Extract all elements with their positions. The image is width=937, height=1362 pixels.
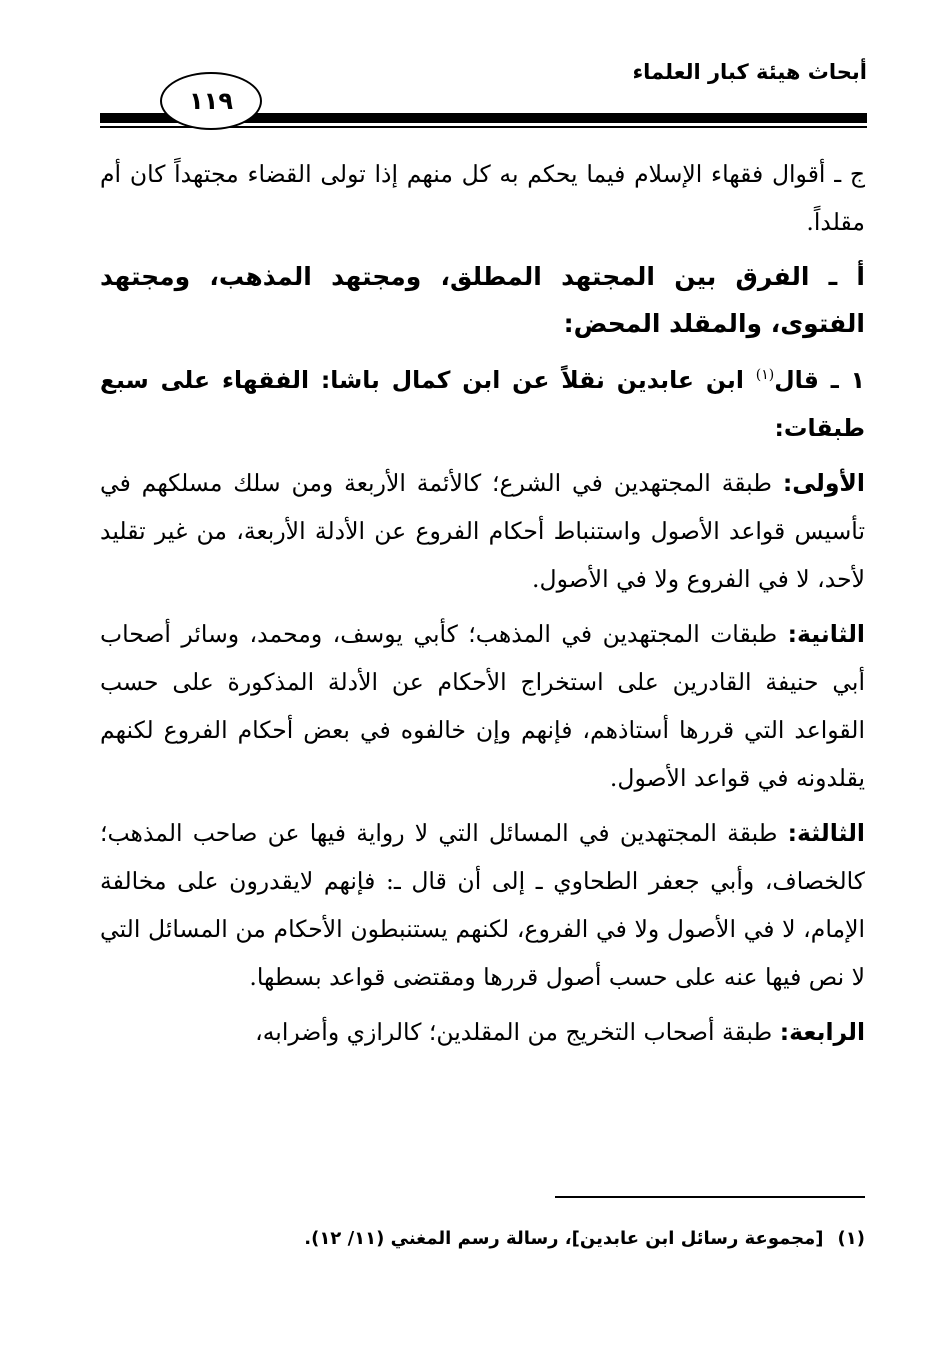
footnote-separator <box>555 1196 865 1198</box>
third-class-label: الثالثة: <box>787 819 865 847</box>
first-class-paragraph <box>100 459 865 603</box>
running-header-title: أبحاث هيئة كبار العلماء <box>632 60 867 84</box>
third-class-paragraph <box>100 809 865 1001</box>
second-class-paragraph <box>100 610 865 802</box>
third-class-text: طبقة المجتهدين في المسائل التي لا رواية فيها عن صاحب المذهب؛ كالخصاف، وأبي جعفر الطحاوي ـ إلى أن قال ـ: فإنهم لايقدرون على مخالفة الإمام، لا في الأصول ولا في الفروع، لكنهم يستنبطون الأحكام من المسائل التي لا نص فيها عنه على حسب أصول قررها ومقتضى قواعد بسطها. <box>100 819 865 991</box>
quote-lead: ١ ـ قال <box>774 366 865 394</box>
fourth-class-label: الرابعة: <box>779 1018 865 1046</box>
footnote-number: (١) <box>837 1228 865 1249</box>
section-heading: أ ـ الفرق بين المجتهد المطلق، ومجتهد المذهب، ومجتهد الفتوى، والمقلد المحض: <box>100 262 865 338</box>
footnote <box>100 1228 865 1249</box>
second-class-text: طبقات المجتهدين في المذهب؛ كأبي يوسف، ومحمد، وسائر أصحاب أبي حنيفة القادرين على استخراج الأحكام عن الأدلة المذكورة على حسب القواعد التي قررها أستاذهم، فإنهم وإن خالفوه في بعض أحكام الفروع لكنهم يقلدونه في قواعد الأصول. <box>100 620 865 792</box>
footnote-marker: (١) <box>755 367 775 384</box>
page-body <box>100 150 865 1063</box>
fourth-class-text: طبقة أصحاب التخريج من المقلدين؛ كالرازي وأضرابه، <box>255 1018 780 1046</box>
first-class-text: طبقة المجتهدين في الشرع؛ كالأئمة الأربعة ومن سلك مسلكهم في تأسيس قواعد الأصول واستنباط أحكام الفروع عن الأدلة الأربعة، من غير تقليد لأحد، لا في الفروع ولا في الأصول. <box>100 469 865 593</box>
fourth-class-paragraph <box>100 1008 865 1056</box>
page-number: ١١٩ <box>160 72 262 130</box>
footnote-text: [مجموعة رسائل ابن عابدين]، رسالة رسم المغني (١١/ ١٢). <box>304 1228 824 1249</box>
second-class-label: الثانية: <box>787 620 865 648</box>
first-class-label: الأولى: <box>782 469 865 497</box>
quote-rest: ابن عابدين نقلاً عن ابن كمال باشا: الفقهاء على سبع طبقات: <box>100 366 865 442</box>
quote-paragraph <box>100 356 865 452</box>
intro-paragraph: ج ـ أقوال فقهاء الإسلام فيما يحكم به كل منهم إذا تولى القضاء مجتهداً كان أم مقلداً. <box>100 160 865 236</box>
